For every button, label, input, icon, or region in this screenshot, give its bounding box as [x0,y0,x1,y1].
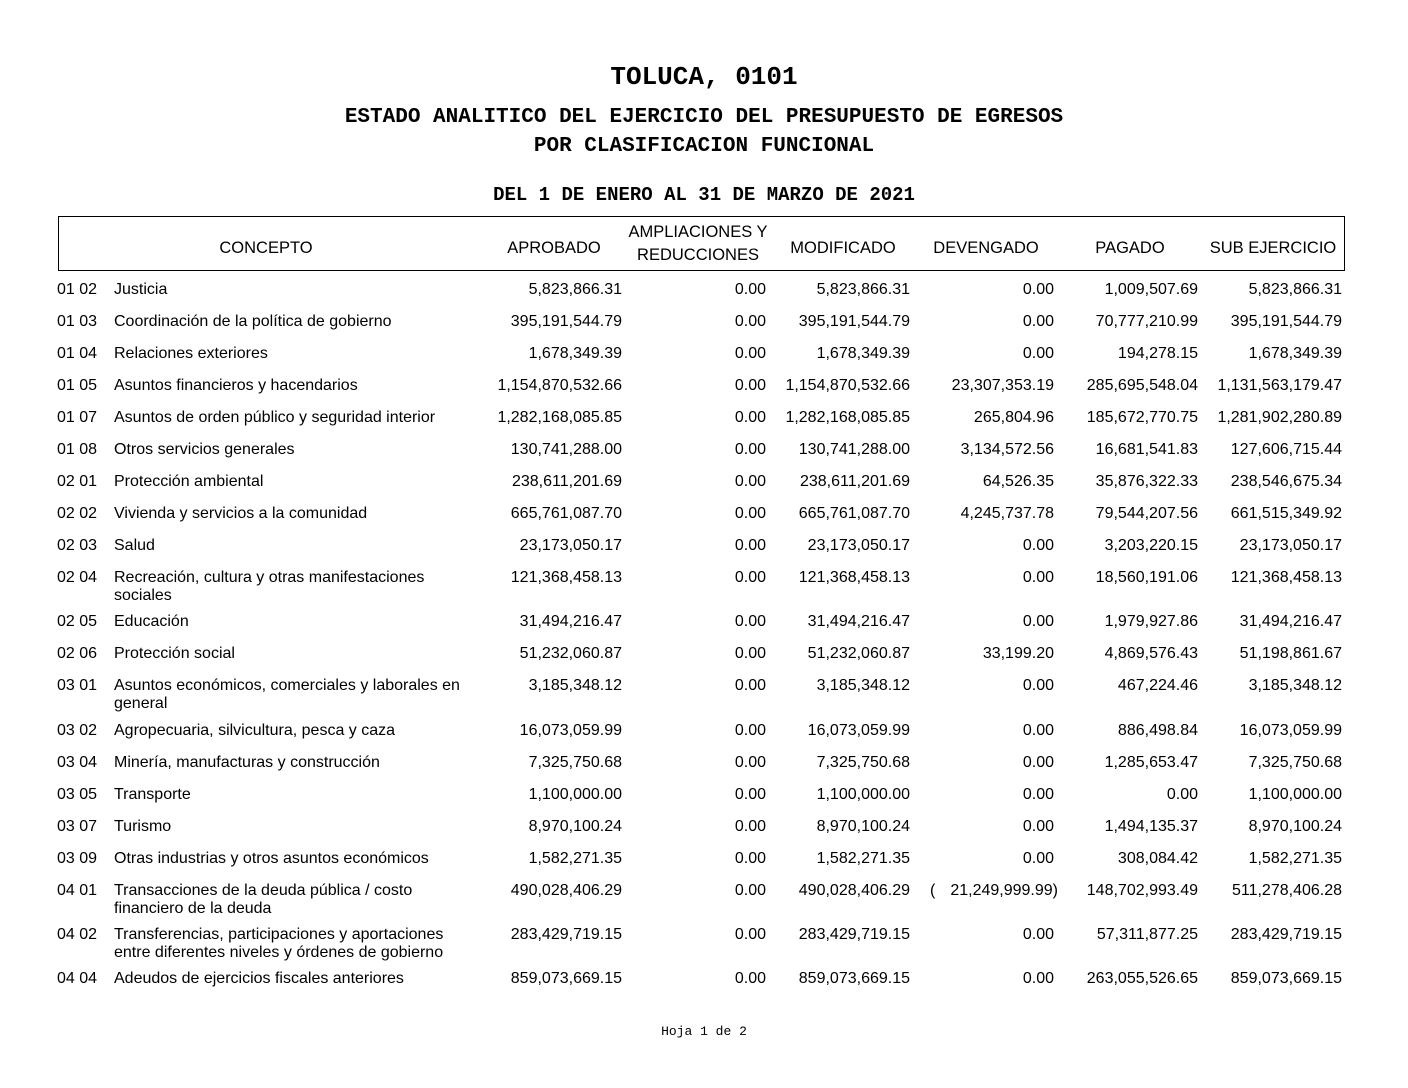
row-ampliaciones: 0.00 [734,569,766,586]
row-pagado: 70,777,210.99 [1095,313,1198,330]
row-aprobado: 31,494,216.47 [519,613,622,630]
row-devengado: 23,307,353.19 [951,377,1054,394]
row-modificado: 51,232,060.87 [807,645,910,662]
row-devengado: 0.00 [1022,281,1054,298]
row-devengado: 3,134,572.56 [960,441,1054,458]
row-ampliaciones: 0.00 [734,677,766,694]
row-devengado: 0.00 [1022,345,1054,362]
row-pagado: 18,560,191.06 [1095,569,1198,586]
row-devengado: 4,245,737.78 [960,505,1054,522]
row-aprobado: 7,325,750.68 [528,754,622,771]
row-sub-ejercicio: 7,325,750.68 [1248,754,1342,771]
row-devengado: 0.00 [1022,786,1054,803]
row-sub-ejercicio: 1,281,902,280.89 [1217,409,1342,426]
row-code: 02 02 [57,505,98,522]
row-concept: Asuntos de orden público y seguridad interior [114,409,436,426]
row-code: 03 05 [57,786,98,803]
row-sub-ejercicio: 23,173,050.17 [1239,537,1342,554]
row-sub-ejercicio: 31,494,216.47 [1239,613,1342,630]
column-header-ampliaciones-line2: REDUCCIONES [637,246,759,264]
row-sub-ejercicio: 511,278,406.28 [1231,882,1342,899]
row-sub-ejercicio: 3,185,348.12 [1248,677,1342,694]
row-ampliaciones: 0.00 [734,645,766,662]
row-aprobado: 665,761,087.70 [510,505,622,522]
row-pagado: 16,681,541.83 [1095,441,1198,458]
row-sub-ejercicio: 1,100,000.00 [1248,786,1342,803]
row-modificado: 7,325,750.68 [816,754,910,771]
column-header-devengado: DEVENGADO [933,239,1039,257]
row-ampliaciones: 0.00 [734,970,766,987]
entity-title: TOLUCA, 0101 [610,62,798,92]
row-concept: Salud [114,537,155,554]
row-modificado: 490,028,406.29 [798,882,910,899]
row-code: 04 01 [57,882,98,899]
report-title-line2: POR CLASIFICACION FUNCIONAL [533,135,875,158]
row-concept: Agropecuaria, silvicultura, pesca y caza [114,722,396,739]
column-header-sub-ejercicio: SUB EJERCICIO [1209,239,1337,257]
row-pagado: 308,084.42 [1117,850,1198,867]
row-pagado: 185,672,770.75 [1086,409,1198,426]
row-devengado: 265,804.96 [973,409,1054,426]
row-ampliaciones: 0.00 [734,818,766,835]
row-pagado: 194,278.15 [1117,345,1198,362]
row-pagado: 57,311,877.25 [1096,926,1198,943]
row-aprobado: 1,154,870,532.66 [497,377,622,394]
row-pagado: 4,869,576.43 [1104,645,1198,662]
row-pagado: 467,224.46 [1117,677,1198,694]
row-devengado-prefix: ( [930,882,936,899]
row-sub-ejercicio: 1,582,271.35 [1248,850,1342,867]
row-pagado: 1,979,927.86 [1104,613,1198,630]
row-ampliaciones: 0.00 [734,313,766,330]
report-title-line1: ESTADO ANALITICO DEL EJERCICIO DEL PRESUPUESTO DE EGRESOS [344,106,1064,129]
row-aprobado: 238,611,201.69 [511,473,622,490]
row-code: 02 06 [57,645,98,662]
row-aprobado: 490,028,406.29 [510,882,622,899]
row-devengado: 0.00 [1022,754,1054,771]
row-pagado: 0.00 [1166,786,1198,803]
row-devengado-value: 21,249,999.99) [950,882,1058,899]
row-concept: Turismo [114,818,172,835]
row-devengado: 0.00 [1022,569,1054,586]
row-modificado: 1,282,168,085.85 [785,409,910,426]
row-aprobado: 5,823,866.31 [528,281,622,298]
row-devengado: 64,526.35 [982,473,1054,490]
column-header-aprobado: APROBADO [507,239,601,257]
row-code: 02 05 [57,613,98,630]
row-sub-ejercicio: 661,515,349.92 [1230,505,1342,522]
row-sub-ejercicio: 283,429,719.15 [1230,926,1342,943]
row-concept: Recreación, cultura y otras manifestaciones sociales [114,569,425,604]
row-modificado: 3,185,348.12 [816,677,910,694]
row-devengado: 0.00 [1022,537,1054,554]
row-pagado: 285,695,548.04 [1086,377,1198,394]
row-code: 02 04 [57,569,98,586]
row-modificado: 1,582,271.35 [816,850,910,867]
row-modificado: 130,741,288.00 [798,441,910,458]
row-concept: Transacciones de la deuda pública / costo financiero de la deuda [114,882,413,917]
row-code: 04 04 [57,970,98,987]
row-sub-ejercicio: 127,606,715.44 [1230,441,1342,458]
row-code: 03 09 [57,850,98,867]
row-code: 01 04 [57,345,98,362]
row-pagado: 1,285,653.47 [1104,754,1198,771]
row-devengado: 0.00 [1022,818,1054,835]
row-concept: Relaciones exteriores [114,345,268,362]
row-concept: Protección social [114,645,235,662]
row-modificado: 1,100,000.00 [816,786,910,803]
row-sub-ejercicio: 238,546,675.34 [1230,473,1342,490]
report-period: DEL 1 DE ENERO AL 31 DE MARZO DE 2021 [493,184,915,206]
row-ampliaciones: 0.00 [734,505,766,522]
row-modificado: 23,173,050.17 [807,537,910,554]
row-pagado: 148,702,993.49 [1086,882,1198,899]
row-concept: Educación [114,613,189,630]
row-modificado: 1,154,870,532.66 [785,377,910,394]
row-code: 03 02 [57,722,98,739]
row-modificado: 283,429,719.15 [798,926,910,943]
row-ampliaciones: 0.00 [734,281,766,298]
row-concept: Adeudos de ejercicios fiscales anteriores [114,970,404,987]
row-aprobado: 51,232,060.87 [519,645,622,662]
row-modificado: 665,761,087.70 [798,505,910,522]
row-devengado: 33,199.20 [982,645,1054,662]
column-header-pagado: PAGADO [1095,239,1165,257]
row-concept: Transferencias, participaciones y aportaciones entre diferentes niveles y órdenes de gobierno [114,926,444,961]
row-modificado: 859,073,669.15 [798,970,910,987]
row-ampliaciones: 0.00 [734,722,766,739]
row-modificado: 31,494,216.47 [807,613,910,630]
row-code: 01 08 [57,441,98,458]
row-devengado: 0.00 [1022,313,1054,330]
column-header-ampliaciones-line1: AMPLIACIONES Y [628,223,768,241]
row-modificado: 16,073,059.99 [807,722,910,739]
row-sub-ejercicio: 1,131,563,179.47 [1217,377,1342,394]
row-code: 01 02 [57,281,98,298]
row-concept: Otros servicios generales [114,441,295,458]
row-sub-ejercicio: 859,073,669.15 [1230,970,1342,987]
row-pagado: 1,494,135.37 [1104,818,1198,835]
row-pagado: 263,055,526.65 [1086,970,1198,987]
row-code: 01 03 [57,313,98,330]
row-aprobado: 395,191,544.79 [510,313,622,330]
row-aprobado: 859,073,669.15 [510,970,622,987]
page-number: Hoja 1 de 2 [661,1024,747,1039]
row-concept: Vivienda y servicios a la comunidad [114,505,368,522]
row-modificado: 238,611,201.69 [799,473,910,490]
row-aprobado: 16,073,059.99 [519,722,622,739]
row-ampliaciones: 0.00 [734,786,766,803]
row-pagado: 79,544,207.56 [1095,505,1198,522]
row-sub-ejercicio: 121,368,458.13 [1230,569,1342,586]
row-aprobado: 1,678,349.39 [528,345,622,362]
row-code: 02 03 [57,537,98,554]
row-code: 03 07 [57,818,98,835]
row-ampliaciones: 0.00 [734,613,766,630]
row-ampliaciones: 0.00 [734,850,766,867]
row-ampliaciones: 0.00 [734,441,766,458]
row-concept: Asuntos financieros y hacendarios [114,377,358,394]
row-aprobado: 121,368,458.13 [510,569,622,586]
row-aprobado: 1,100,000.00 [528,786,622,803]
row-aprobado: 8,970,100.24 [528,818,622,835]
row-ampliaciones: 0.00 [734,537,766,554]
row-concept: Justicia [114,281,168,298]
row-devengado: 0.00 [1022,677,1054,694]
row-pagado: 886,498.84 [1117,722,1198,739]
row-pagado: 35,876,322.33 [1095,473,1198,490]
row-code: 02 01 [57,473,98,490]
row-devengado [930,882,1058,900]
row-ampliaciones: 0.00 [734,926,766,943]
row-ampliaciones: 0.00 [734,377,766,394]
row-ampliaciones: 0.00 [734,754,766,771]
row-concept: Asuntos económicos, comerciales y laborales en general [114,677,460,712]
row-devengado: 0.00 [1022,613,1054,630]
row-ampliaciones: 0.00 [734,473,766,490]
row-aprobado: 1,282,168,085.85 [497,409,622,426]
row-sub-ejercicio: 8,970,100.24 [1248,818,1342,835]
column-header-concepto: CONCEPTO [219,239,313,257]
row-ampliaciones: 0.00 [734,345,766,362]
row-devengado: 0.00 [1022,926,1054,943]
row-concept: Transporte [114,786,191,803]
row-code: 01 05 [57,377,98,394]
row-aprobado: 283,429,719.15 [510,926,622,943]
row-aprobado: 1,582,271.35 [528,850,622,867]
row-concept: Coordinación de la política de gobierno [114,313,392,330]
row-concept: Minería, manufacturas y construcción [114,754,380,771]
row-sub-ejercicio: 51,198,861.67 [1239,645,1342,662]
row-devengado: 0.00 [1022,970,1054,987]
row-pagado: 3,203,220.15 [1104,537,1198,554]
row-pagado: 1,009,507.69 [1104,281,1198,298]
row-code: 03 01 [57,677,98,694]
row-ampliaciones: 0.00 [734,882,766,899]
row-modificado: 1,678,349.39 [816,345,910,362]
row-concept: Otras industrias y otros asuntos económicos [114,850,429,867]
row-modificado: 5,823,866.31 [816,281,910,298]
row-devengado: 0.00 [1022,850,1054,867]
row-sub-ejercicio: 16,073,059.99 [1239,722,1342,739]
row-aprobado: 130,741,288.00 [510,441,622,458]
row-ampliaciones: 0.00 [734,409,766,426]
row-concept: Protección ambiental [114,473,264,490]
row-modificado: 8,970,100.24 [816,818,910,835]
row-code: 01 07 [57,409,98,426]
row-modificado: 395,191,544.79 [798,313,910,330]
row-code: 04 02 [57,926,98,943]
column-header-modificado: MODIFICADO [790,239,896,257]
row-sub-ejercicio: 1,678,349.39 [1248,345,1342,362]
row-aprobado: 23,173,050.17 [519,537,622,554]
row-code: 03 04 [57,754,98,771]
row-devengado: 0.00 [1022,722,1054,739]
row-aprobado: 3,185,348.12 [528,677,622,694]
row-modificado: 121,368,458.13 [798,569,910,586]
row-sub-ejercicio: 395,191,544.79 [1230,313,1342,330]
row-sub-ejercicio: 5,823,866.31 [1248,281,1342,298]
